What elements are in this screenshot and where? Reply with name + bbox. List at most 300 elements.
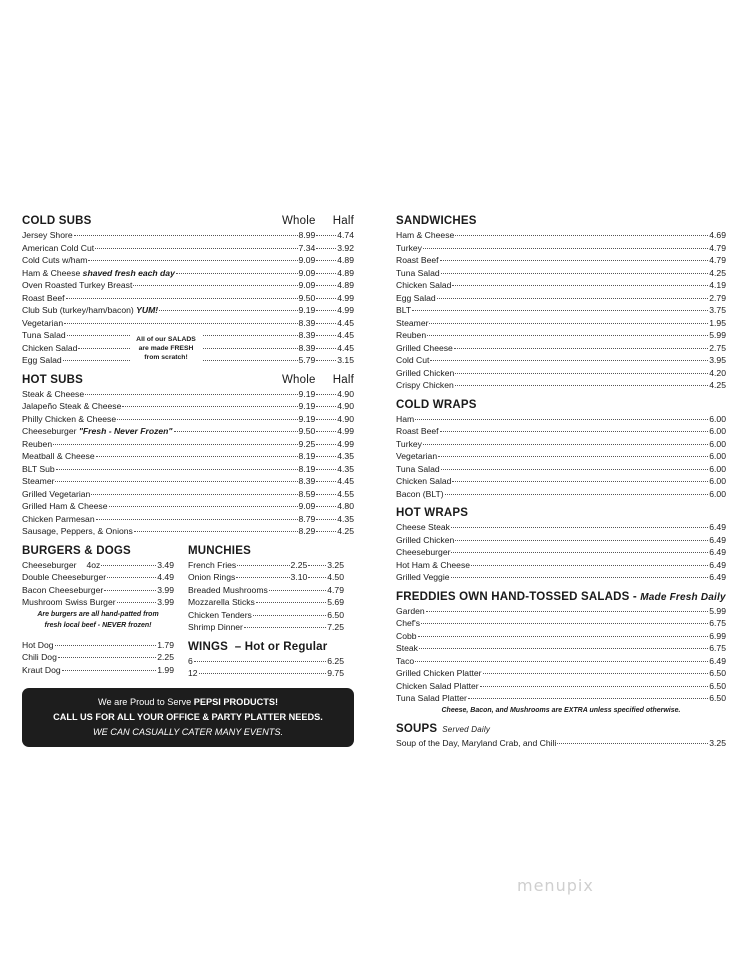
sandwiches-header xyxy=(396,214,726,228)
item-price-half: 4.99 xyxy=(337,305,354,315)
dot-leader xyxy=(199,673,327,674)
menu-item xyxy=(396,630,726,643)
menu-item xyxy=(396,342,726,355)
item-price-half: 4.99 xyxy=(337,426,354,436)
item-name: Reuben xyxy=(396,330,427,340)
dot-leader xyxy=(316,519,336,520)
menu-item xyxy=(22,267,354,280)
item-name: Roast Beef xyxy=(22,292,65,303)
item-price-whole: 9.09 xyxy=(298,267,316,278)
dot-leader xyxy=(445,494,709,495)
item-price-small: 2.25 xyxy=(290,559,308,570)
dot-leader xyxy=(452,481,708,482)
item-name: Grilled Ham & Cheese xyxy=(22,501,108,511)
dot-leader xyxy=(455,373,708,374)
item-price: 6.99 xyxy=(709,630,726,641)
dot-leader xyxy=(557,743,708,744)
dot-leader xyxy=(316,494,336,495)
menu-item xyxy=(22,425,354,438)
item-name: Shrimp Dinner xyxy=(188,622,243,632)
item-price: 6.00 xyxy=(709,426,726,436)
salads-header xyxy=(396,590,726,604)
salad-note-line-1: All of our SALADS xyxy=(136,336,196,343)
dot-leader xyxy=(236,577,289,578)
item-price-whole: 8.79 xyxy=(298,513,316,524)
menu-item xyxy=(396,475,726,488)
wings-title: WINGS xyxy=(188,640,228,653)
right-column xyxy=(396,214,726,755)
menu-item xyxy=(22,664,174,677)
dot-leader xyxy=(85,394,297,395)
dot-leader xyxy=(308,565,326,566)
dot-leader xyxy=(316,235,336,236)
hot-subs-list xyxy=(22,388,354,538)
burgers-note xyxy=(22,609,174,631)
dot-leader xyxy=(441,273,709,274)
item-price-half: 4.45 xyxy=(337,330,354,340)
wings-header xyxy=(188,640,344,654)
dot-leader xyxy=(423,248,708,249)
menu-item xyxy=(396,267,726,280)
burgers-section xyxy=(22,544,174,680)
item-price-whole: 8.39 xyxy=(298,317,316,328)
item-name: Philly Chicken & Cheese xyxy=(22,413,117,424)
item-price-whole: 9.09 xyxy=(298,255,316,265)
item-price-half: 4.35 xyxy=(337,463,354,474)
menu-item xyxy=(22,242,354,255)
whole-label: Whole xyxy=(282,373,316,386)
promo-banner xyxy=(22,688,354,747)
item-price-large: 4.50 xyxy=(327,572,344,582)
dogs-list xyxy=(22,639,174,677)
item-price: 4.49 xyxy=(157,572,174,582)
dot-leader xyxy=(117,419,297,420)
dot-leader xyxy=(430,360,708,361)
menu-item xyxy=(396,292,726,305)
menu-item xyxy=(188,655,344,668)
item-name: BLT xyxy=(396,305,412,315)
dot-leader xyxy=(176,273,298,274)
cold-wraps-header xyxy=(396,398,726,412)
menu-item xyxy=(22,651,174,664)
dot-leader xyxy=(427,335,708,336)
item-name: Chicken Parmesan xyxy=(22,513,95,524)
item-price: 2.79 xyxy=(709,292,726,303)
item-price-whole: 8.29 xyxy=(298,526,316,536)
soups-subtitle: Served Daily xyxy=(442,724,491,734)
item-price: 7.25 xyxy=(327,622,344,632)
menu-item xyxy=(22,279,354,292)
menu-item xyxy=(396,450,726,463)
item-name: 6 xyxy=(188,655,193,666)
item-name: Grilled Chicken xyxy=(396,367,455,378)
burgers-note-line-1: Are burgers are all hand-patted from xyxy=(37,610,159,618)
item-price-whole: 8.39 xyxy=(298,330,316,340)
munchies-section xyxy=(188,544,344,680)
item-name: Grilled Vegetarian xyxy=(22,488,91,499)
dot-leader xyxy=(451,577,709,578)
dot-leader xyxy=(471,565,708,566)
item-price-whole: 9.19 xyxy=(298,413,316,424)
item-name: Mozzarella Sticks xyxy=(188,597,255,607)
dot-leader xyxy=(95,248,297,249)
item-price: 6.00 xyxy=(709,451,726,461)
item-price: 6.49 xyxy=(709,547,726,557)
hot-wraps-title: HOT WRAPS xyxy=(396,507,469,519)
dot-leader xyxy=(316,469,336,470)
item-price-half: 4.45 xyxy=(337,476,354,486)
item-name: Steamer xyxy=(22,476,55,486)
item-name: Steamer xyxy=(396,317,429,328)
menu-item xyxy=(188,559,344,572)
menu-item xyxy=(396,304,726,317)
cold-wraps-list xyxy=(396,413,726,501)
item-price: 6.49 xyxy=(709,522,726,532)
dot-leader xyxy=(455,540,708,541)
item-name: Crispy Chicken xyxy=(396,380,454,390)
menu-item xyxy=(396,379,726,392)
dot-leader xyxy=(88,260,297,261)
dot-leader xyxy=(412,310,708,311)
item-emphasis: "Fresh - Never Frozen" xyxy=(78,426,173,436)
item-name: Grilled Veggie xyxy=(396,572,450,582)
dot-leader xyxy=(316,456,336,457)
dot-leader xyxy=(316,310,336,311)
whole-label: Whole xyxy=(282,215,316,227)
item-price-whole: 9.25 xyxy=(298,438,316,449)
item-name: Hot Dog xyxy=(22,639,54,650)
menu-item xyxy=(396,254,726,267)
item-price-half: 3.92 xyxy=(337,242,354,253)
item-name: Reuben xyxy=(22,438,53,449)
item-name: Grilled Cheese xyxy=(396,342,453,353)
menu-item xyxy=(396,692,726,705)
sandwiches-title: SANDWICHES xyxy=(396,215,477,227)
item-name: Oven Roasted Turkey Breast xyxy=(22,280,133,290)
dot-leader xyxy=(134,531,298,532)
item-name: Ham xyxy=(396,413,415,424)
dot-leader xyxy=(455,385,708,386)
dot-leader xyxy=(316,394,336,395)
menu-item xyxy=(396,571,726,584)
menu-item xyxy=(22,463,354,476)
item-name: Taco xyxy=(396,655,415,666)
munchies-title: MUNCHIES xyxy=(188,544,251,557)
menu-item xyxy=(396,354,726,367)
hot-wraps-header xyxy=(396,506,726,520)
item-name: Chicken Salad xyxy=(396,280,452,290)
menu-item xyxy=(22,488,354,501)
menu-item xyxy=(396,279,726,292)
item-price-half: 4.89 xyxy=(337,280,354,290)
salads-note: Cheese, Bacon, and Mushrooms are EXTRA unless specified otherwise. xyxy=(441,706,681,714)
menu-item xyxy=(396,617,726,630)
menu-item xyxy=(22,639,174,652)
dot-leader xyxy=(426,611,709,612)
menu-item xyxy=(396,546,726,559)
item-price-whole: 8.39 xyxy=(298,342,316,353)
item-name: Tuna Salad Platter xyxy=(396,693,467,703)
dot-leader xyxy=(421,623,708,624)
dot-leader xyxy=(440,431,709,432)
dot-leader xyxy=(480,686,709,687)
item-price-half: 4.35 xyxy=(337,451,354,461)
dot-leader xyxy=(316,406,336,407)
item-price: 6.75 xyxy=(709,618,726,628)
item-price: 3.75 xyxy=(709,305,726,315)
menu-item xyxy=(22,388,354,401)
menu-item xyxy=(188,621,344,634)
hot-wraps-section xyxy=(396,506,726,584)
item-price: 3.49 xyxy=(157,559,174,570)
item-price-whole: 9.09 xyxy=(298,501,316,511)
item-name: Grilled Chicken xyxy=(396,534,455,545)
item-name: Turkey xyxy=(396,438,422,449)
cold-subs-title: COLD SUBS xyxy=(22,215,92,227)
item-price: 3.95 xyxy=(709,355,726,365)
dot-leader xyxy=(237,565,289,566)
menu-item xyxy=(22,500,354,513)
item-price: 5.99 xyxy=(709,330,726,340)
dot-leader xyxy=(316,419,336,420)
item-price: 2.25 xyxy=(157,652,174,662)
item-price: 1.79 xyxy=(157,639,174,650)
dot-leader xyxy=(316,360,336,361)
item-price-half: 4.55 xyxy=(337,488,354,499)
item-price-large: 3.25 xyxy=(327,559,344,570)
dot-leader xyxy=(55,645,157,646)
menu-item xyxy=(396,642,726,655)
item-name: Onion Rings xyxy=(188,572,236,582)
dot-leader xyxy=(454,348,708,349)
dot-leader xyxy=(429,323,708,324)
dot-leader xyxy=(415,661,708,662)
item-name: Grilled Chicken Platter xyxy=(396,668,482,678)
menu-item xyxy=(22,292,354,305)
dot-leader xyxy=(316,298,336,299)
dot-leader xyxy=(316,348,336,349)
dot-leader xyxy=(419,648,708,649)
menu-item xyxy=(22,413,354,426)
dot-leader xyxy=(452,285,708,286)
item-name: Tuna Salad xyxy=(396,463,440,474)
dot-leader xyxy=(438,456,708,457)
menu-item xyxy=(396,534,726,547)
sandwiches-list xyxy=(396,229,726,392)
dot-leader xyxy=(418,636,709,637)
hot-subs-section xyxy=(22,373,354,538)
dot-leader xyxy=(58,657,156,658)
item-name: Club Sub (turkey/ham/bacon) YUM! xyxy=(22,305,159,315)
item-emphasis: shaved fresh each day xyxy=(82,267,175,278)
item-name: Vegetarian xyxy=(396,451,438,461)
menu-item xyxy=(22,304,354,317)
item-price-half: 4.99 xyxy=(337,292,354,303)
dot-leader xyxy=(316,285,336,286)
item-price-small: 3.10 xyxy=(290,572,308,582)
item-price: 6.00 xyxy=(709,463,726,474)
burgers-munchies-block xyxy=(22,544,354,680)
item-price-whole: 8.19 xyxy=(298,451,316,461)
soups-title: SOUPS xyxy=(396,722,438,735)
item-price: 9.75 xyxy=(327,668,344,678)
item-name: Bacon (BLT) xyxy=(396,488,444,499)
menu-item xyxy=(22,525,354,538)
item-price: 6.49 xyxy=(709,534,726,545)
menu-item xyxy=(22,475,354,488)
item-price: 6.75 xyxy=(709,643,726,653)
burgers-list xyxy=(22,559,174,609)
item-name: Cold Cut xyxy=(396,355,430,365)
soups-header xyxy=(396,722,726,736)
dot-leader xyxy=(316,335,336,336)
item-price-whole: 7.34 xyxy=(298,242,316,253)
item-name: Sausage, Peppers, & Onions xyxy=(22,526,133,536)
item-name: Chicken Salad Platter xyxy=(396,680,479,691)
item-name: Chicken Salad xyxy=(396,476,452,486)
item-name: Garden xyxy=(396,605,425,616)
banner-line-1b: PEPSI PRODUCTS! xyxy=(193,696,279,707)
item-name: Roast Beef xyxy=(396,255,439,265)
menu-item xyxy=(396,605,726,618)
item-price-half: 4.80 xyxy=(337,501,354,511)
banner-line-3: WE CAN CASUALLY CATER MANY EVENTS. xyxy=(92,726,284,737)
dot-leader xyxy=(316,506,336,507)
item-name: Egg Salad xyxy=(22,355,62,365)
item-price: 6.49 xyxy=(709,559,726,570)
menu-item xyxy=(22,596,174,609)
wings-list xyxy=(188,655,344,680)
munchies-list xyxy=(188,559,344,634)
dot-leader xyxy=(256,602,326,603)
dot-leader xyxy=(316,273,336,274)
dot-leader xyxy=(56,469,298,470)
item-name: Tuna Salad xyxy=(22,330,66,340)
menu-item xyxy=(396,329,726,342)
item-name: Cobb xyxy=(396,630,417,641)
item-name: Breaded Mushrooms xyxy=(188,584,268,595)
item-name: Turkey xyxy=(396,242,422,253)
item-name: Jersey Shore xyxy=(22,230,73,240)
item-price: 6.25 xyxy=(327,655,344,666)
item-name: Double Cheeseburger xyxy=(22,572,107,582)
menu-item xyxy=(188,571,344,584)
item-name: Ham & Cheese shaved fresh each day xyxy=(22,267,175,278)
item-price-whole: 9.50 xyxy=(298,292,316,303)
menu-item xyxy=(22,400,354,413)
menu-item xyxy=(396,438,726,451)
cold-subs-header xyxy=(22,214,354,228)
sandwiches-section xyxy=(396,214,726,392)
menu-item xyxy=(396,667,726,680)
dot-leader xyxy=(308,577,326,578)
item-name: Chicken Salad xyxy=(22,342,78,353)
item-name: Cheeseburger xyxy=(22,559,77,570)
dot-leader xyxy=(316,431,336,432)
menu-item xyxy=(396,737,726,750)
item-name: Kraut Dog xyxy=(22,664,61,675)
dot-leader xyxy=(451,527,708,528)
menu-item xyxy=(188,596,344,609)
item-name: Cheeseburger "Fresh - Never Frozen" xyxy=(22,426,173,436)
menu-item xyxy=(396,680,726,693)
dot-leader xyxy=(64,323,297,324)
dot-leader xyxy=(316,481,336,482)
menu-item xyxy=(22,450,354,463)
dot-leader xyxy=(117,602,157,603)
item-price: 6.49 xyxy=(709,572,726,582)
dot-leader xyxy=(316,444,336,445)
cold-wraps-section xyxy=(396,398,726,501)
dot-leader xyxy=(194,661,326,662)
dot-leader xyxy=(316,323,336,324)
menu-item xyxy=(188,667,344,680)
item-name: Ham & Cheese xyxy=(396,230,455,240)
item-name: Cheese Steak xyxy=(396,522,450,532)
dot-leader xyxy=(62,670,157,671)
dot-leader xyxy=(244,627,326,628)
menu-item xyxy=(22,513,354,526)
item-price-half: 4.25 xyxy=(337,526,354,536)
menu-item xyxy=(396,463,726,476)
item-name: Soup of the Day, Maryland Crab, and Chili xyxy=(396,737,557,748)
menu-item xyxy=(396,229,726,242)
dot-leader xyxy=(468,698,708,699)
item-price-half: 4.89 xyxy=(337,255,354,265)
item-price: 6.00 xyxy=(709,476,726,486)
salads-list xyxy=(396,605,726,705)
dot-leader xyxy=(316,260,336,261)
item-price-half: 4.99 xyxy=(337,438,354,449)
item-price-half: 4.45 xyxy=(337,317,354,328)
dot-leader xyxy=(101,565,156,566)
hot-subs-header xyxy=(22,373,354,387)
item-size: 4oz xyxy=(86,559,101,570)
dot-leader xyxy=(316,531,336,532)
item-price: 6.50 xyxy=(709,680,726,691)
hot-wraps-list xyxy=(396,521,726,584)
item-price: 4.79 xyxy=(709,242,726,253)
dot-leader xyxy=(423,444,708,445)
item-price: 4.25 xyxy=(709,267,726,278)
salads-title: FREDDIES OWN HAND-TOSSED SALADS - xyxy=(396,590,641,603)
wings-subtitle: – Hot or Regular xyxy=(234,640,328,653)
item-name: 12 xyxy=(188,668,198,678)
dot-leader xyxy=(451,552,708,553)
menu-item xyxy=(22,254,354,267)
menu-item xyxy=(396,367,726,380)
salads-subtitle: Made Fresh Daily xyxy=(640,591,726,603)
item-emphasis: YUM! xyxy=(136,305,159,315)
dot-leader xyxy=(96,519,298,520)
item-name: Chef's xyxy=(396,618,421,628)
item-price: 5.99 xyxy=(709,605,726,616)
item-price-half: 4.35 xyxy=(337,513,354,524)
item-price: 2.75 xyxy=(709,342,726,353)
cold-subs-section xyxy=(22,214,354,367)
item-price-whole: 9.19 xyxy=(298,401,316,411)
dot-leader xyxy=(440,260,709,261)
dot-leader xyxy=(122,406,297,407)
menupix-watermark: menupix xyxy=(517,876,594,895)
item-price-half: 4.90 xyxy=(337,413,354,424)
hot-subs-title: HOT SUBS xyxy=(22,373,84,386)
item-name: Chili Dog xyxy=(22,652,57,662)
item-price: 1.99 xyxy=(157,664,174,675)
item-price: 4.20 xyxy=(709,367,726,378)
item-name: BLT Sub xyxy=(22,463,55,474)
menu-item xyxy=(396,521,726,534)
